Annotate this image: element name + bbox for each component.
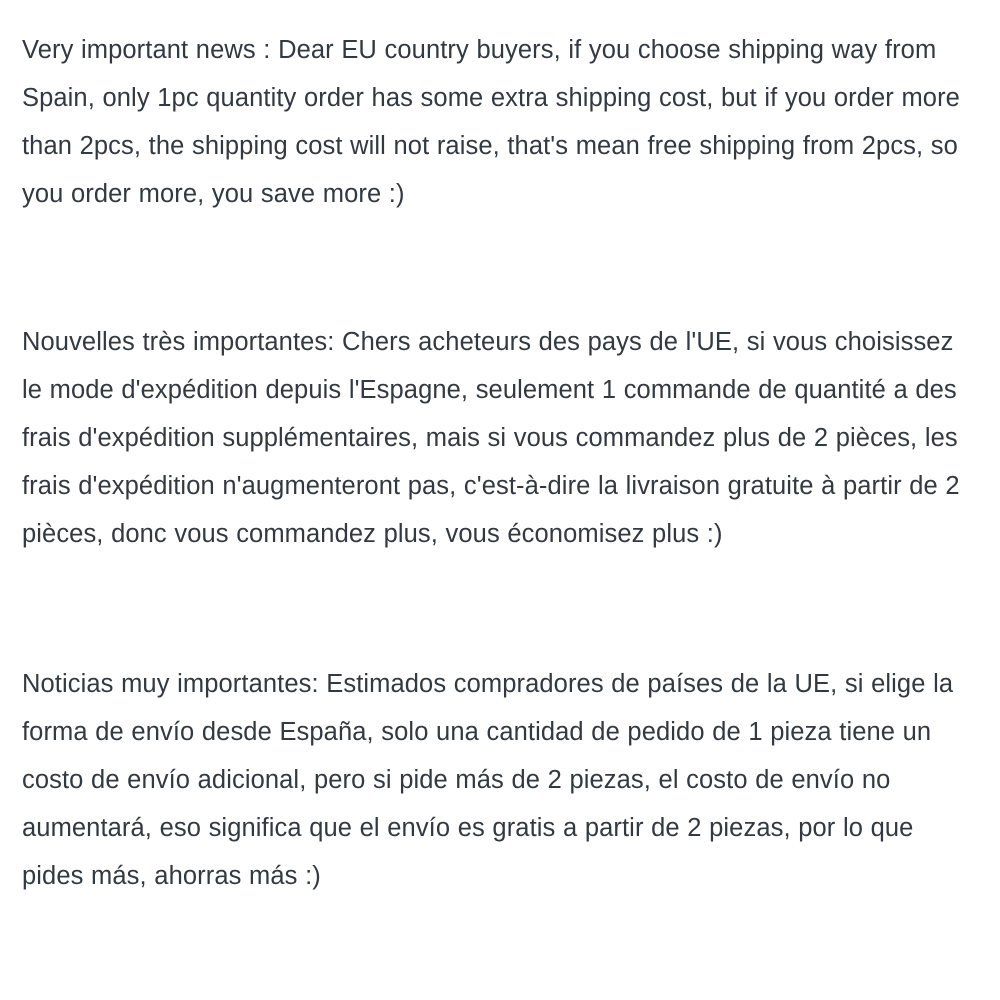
shipping-notice-english: Very important news : Dear EU country buyers, if you choose shipping way from Spain, only 1pc quantity order has some extra shipping cost, but if you order more than 2pcs, the shipping cost will not raise, that's mean free shipping from 2pcs, so you order more, you save more :)	[22, 36, 960, 208]
shipping-notice-french: Nouvelles très importantes: Chers acheteurs des pays de l'UE, si vous choisissez le mode d'expédition depuis l'Espagne, seulement 1 commande de quantité a des frais d'expédition supplémentaires, mais si vous commandez plus de 2 pièces, les frais d'expédition n'augmenteront pas, c'est-à-dire la livraison gratuite à partir de 2 pièces, donc vous commandez plus, vous économisez plus :)	[22, 328, 960, 548]
shipping-notice-spanish: Noticias muy importantes: Estimados compradores de países de la UE, si elige la forma de envío desde España, solo una cantidad de pedido de 1 pieza tiene un costo de envío adicional, pero si pide más de 2 piezas, el costo de envío no aumentará, eso significa que el envío es gratis a partir de 2 piezas, por lo que pides más, ahorras más :)	[22, 670, 954, 890]
